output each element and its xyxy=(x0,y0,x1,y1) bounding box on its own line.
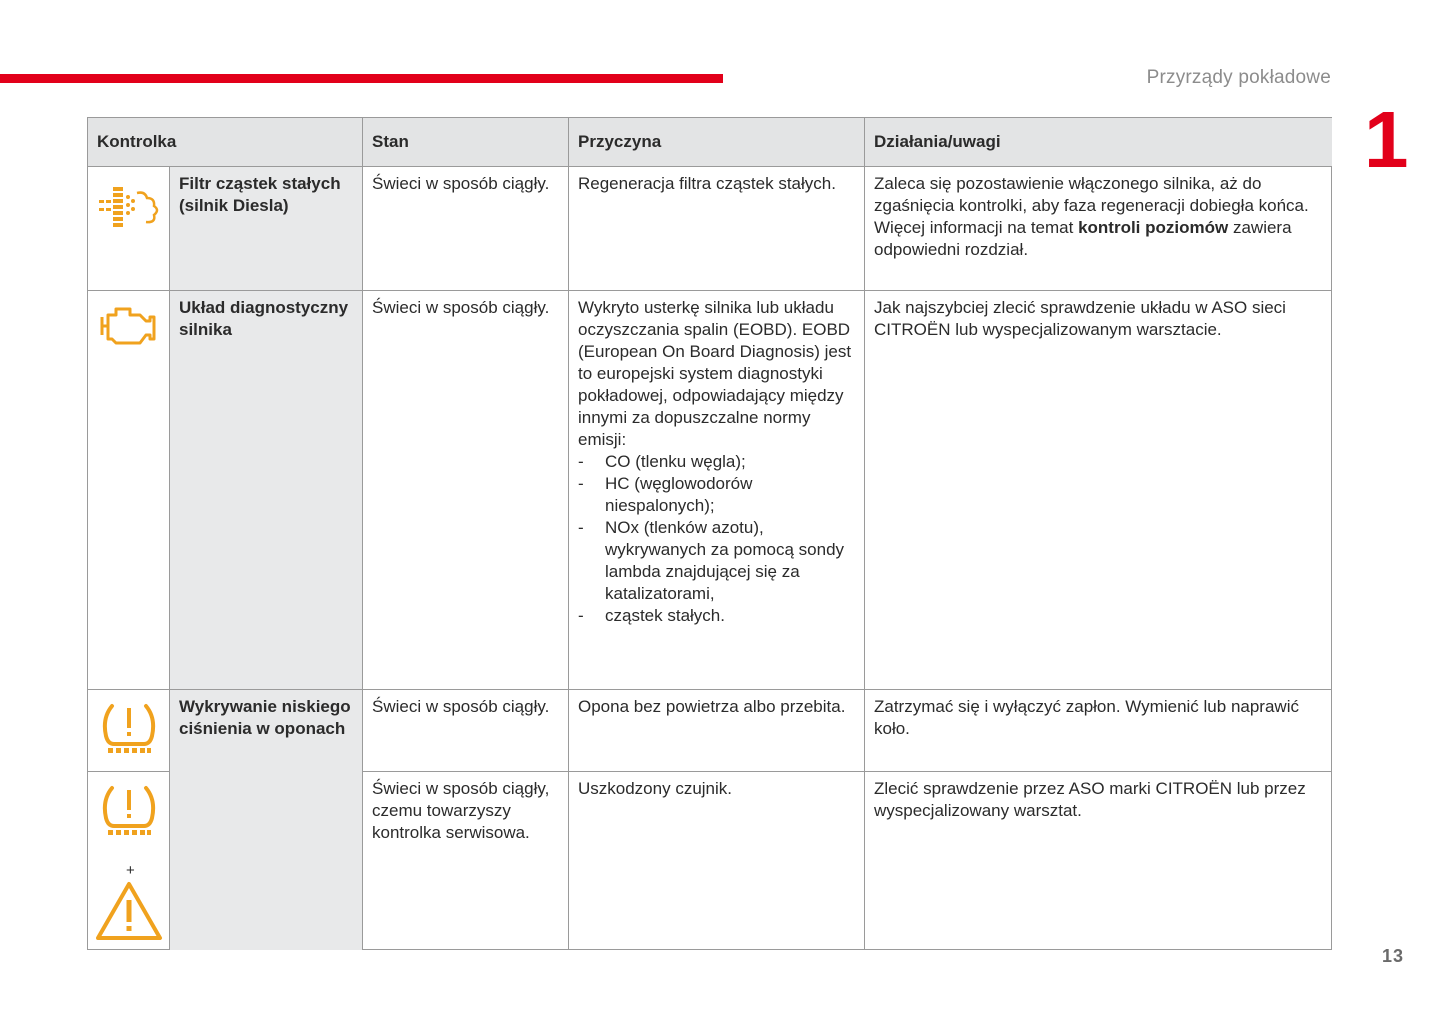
cause-text xyxy=(568,290,864,689)
list-item: - cząstek stałych. xyxy=(578,605,855,627)
particle-filter-icon xyxy=(97,183,159,233)
icon-cell xyxy=(87,166,169,290)
cause-text: Opona bez powietrza albo przebita. xyxy=(568,689,864,771)
icon-cell xyxy=(87,771,169,950)
header-red-bar xyxy=(0,74,723,83)
warning-name: Układ diagnostyczny silnika xyxy=(169,290,362,689)
tire-pressure-icon xyxy=(100,782,158,840)
list-item: - NOx (tlenków azotu), wykrywanych za pomocą sondy lambda znajdującej się za katalizatorami, xyxy=(578,517,855,605)
state-text: Świeci w sposób ciągły. xyxy=(362,166,568,290)
action-text: Zatrzymać się i wyłączyć zapłon. Wymienić lub naprawić koło. xyxy=(864,689,1332,771)
engine-check-icon xyxy=(98,303,160,349)
section-title: Przyrządy pokładowe xyxy=(1146,67,1331,88)
warning-lights-table xyxy=(87,117,1332,950)
cause-text: Uszkodzony czujnik. xyxy=(568,771,864,950)
icon-cell xyxy=(87,689,169,771)
state-text: Świeci w sposób ciągły. xyxy=(362,290,568,689)
plus-sign: + xyxy=(126,862,135,879)
column-header-dzialania: Działania/uwagi xyxy=(864,117,1332,166)
action-text: Jak najszybciej zlecić sprawdzenie układu w ASO sieci CITROËN lub wyspecjalizowanym warsztacie. xyxy=(864,290,1332,689)
action-text: Zlecić sprawdzenie przez ASO marki CITROËN lub przez wyspecjalizowany warsztat. xyxy=(864,771,1332,950)
list-item: - HC (węglowodorów niespalonych); xyxy=(578,473,855,517)
tire-pressure-icon xyxy=(100,700,158,758)
page-number: 13 xyxy=(1382,946,1405,966)
column-header-przyczyna: Przyczyna xyxy=(568,117,864,166)
chapter-number: 1 xyxy=(1364,95,1409,184)
warning-name: Wykrywanie niskiego ciśnienia w oponach xyxy=(169,689,362,950)
list-item: - CO (tlenku węgla); xyxy=(578,451,855,473)
cause-text: Regeneracja filtra cząstek stałych. xyxy=(568,166,864,290)
action-text: Zaleca się pozostawienie włączonego silnika, aż do zgaśnięcia kontrolki, aby faza regeneracji dobiegła końca. Więcej informacji na temat kontroli poziomów zawiera odpowiedni rozdział. xyxy=(864,166,1332,290)
column-header-kontrolka: Kontrolka xyxy=(87,117,362,166)
warning-triangle-icon xyxy=(94,880,164,942)
state-text: Świeci w sposób ciągły, czemu towarzyszy kontrolka serwisowa. xyxy=(362,771,568,950)
state-text: Świeci w sposób ciągły. xyxy=(362,689,568,771)
icon-cell xyxy=(87,290,169,689)
warning-name: Filtr cząstek stałych (silnik Diesla) xyxy=(169,166,362,290)
emission-list xyxy=(578,451,855,627)
column-header-stan: Stan xyxy=(362,117,568,166)
cause-intro: Wykryto usterkę silnika lub układu oczyszczania spalin (EOBD). EOBD (European On Board Diagnosis) jest to europejski system diagnostyki pokładowej, odpowiadający między innymi za dopuszczalne normy emisji: xyxy=(578,298,852,449)
levels-link-text: kontroli poziomów xyxy=(1078,218,1229,237)
